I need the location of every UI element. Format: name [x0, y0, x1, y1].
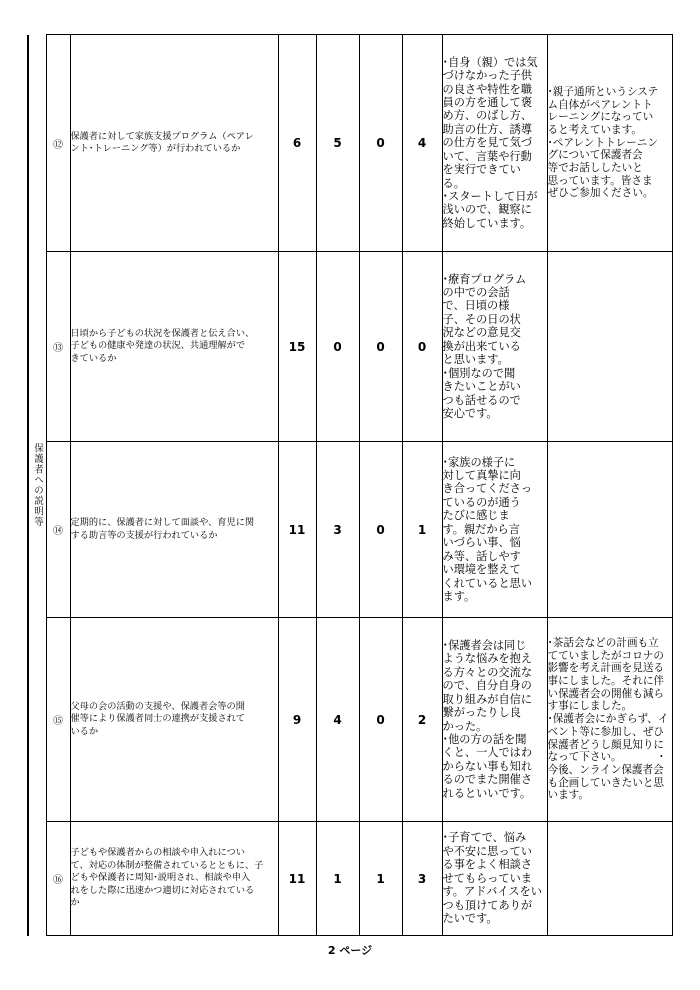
count-unknown: 3 — [402, 822, 442, 936]
text-line: する助言等の支援が行われているか — [70, 529, 218, 541]
count-unknown: 0 — [402, 252, 442, 442]
count-no: 1 — [359, 822, 402, 936]
category-label: 保護者への説明等 — [32, 443, 43, 527]
facility-response — [547, 35, 672, 252]
text-line: で、日頃の様 — [442, 299, 510, 313]
text-line: たいです。 — [442, 912, 498, 926]
text-line: 影響を考え計画を見送る — [547, 662, 665, 675]
question-number: ⑭ — [46, 442, 70, 618]
facility-response — [547, 822, 672, 936]
text-line: れるといいです。 — [442, 786, 532, 800]
text-line: ると考えています。 — [547, 123, 642, 136]
page-number: 2 ページ — [327, 944, 373, 957]
text-line: 況などの意見交 — [442, 326, 521, 340]
text-line: つも話せるので — [442, 393, 521, 407]
text-line: グについて保護者会 — [547, 149, 643, 162]
parent-comments — [442, 618, 547, 822]
text-line: い保護者会の開催も減ら — [547, 687, 665, 700]
text-line: ･保護者会にかぎらず、イ — [547, 713, 669, 726]
facility-response — [547, 252, 672, 442]
text-line: ント･トレーニング等）が行われているか — [70, 143, 241, 154]
text-line: なって下さい。 ･ — [547, 751, 665, 764]
text-line: る事をよく相談さ — [442, 858, 533, 872]
count-unknown: 4 — [402, 35, 442, 252]
question-text — [70, 35, 278, 252]
text-line: 事にしました。それに伴 — [547, 675, 665, 688]
text-line: の良さや特性を職 — [442, 82, 533, 96]
parent-comments — [442, 442, 547, 618]
text-line: 子どもや保護者からの相談や申入れについ — [70, 847, 245, 859]
question-text — [70, 618, 278, 822]
text-line: ぜひご参加ください。 — [547, 187, 654, 200]
text-line: ･親子通所というシステ — [547, 85, 659, 98]
text-line: ･保護者会は同じ — [442, 638, 527, 652]
text-line: 浅いので、観察に — [442, 203, 532, 217]
text-line: の中での会話 — [442, 286, 510, 300]
table-row — [28, 442, 672, 618]
facility-response — [547, 442, 672, 618]
text-line: いるか — [70, 725, 99, 737]
text-line: る方々との交流な — [442, 665, 533, 679]
count-somewhat: 1 — [316, 822, 359, 936]
question-number: ⑮ — [46, 618, 70, 822]
text-line: くれていると思い — [442, 576, 533, 590]
text-line: を実行できてい — [442, 163, 521, 177]
count-no: 0 — [359, 35, 402, 252]
count-somewhat: 5 — [316, 35, 359, 252]
text-line: いづらい事、悩 — [442, 536, 521, 550]
text-line: ような悩みを抱え — [442, 652, 533, 666]
text-line: るのでまた開催さ — [442, 773, 533, 787]
text-line: 終始しています。 — [442, 216, 532, 230]
text-line: 催等により保護者同士の連携が支援されて — [70, 713, 246, 725]
count-somewhat: 0 — [316, 252, 359, 442]
text-line: す事にしました。 — [547, 700, 633, 713]
table-row — [28, 35, 672, 252]
facility-response — [547, 618, 672, 822]
count-yes: 9 — [278, 618, 316, 822]
text-line: 繋がったりし良 — [442, 706, 521, 720]
text-line: 子どもの健康や発達の状況、共通理解がで — [70, 340, 246, 352]
text-line: ･自身（親）では気 — [442, 55, 538, 69]
parent-comments — [442, 822, 547, 936]
question-number: ⑫ — [46, 35, 70, 252]
text-line: せてもらっていま — [442, 871, 533, 885]
count-somewhat: 4 — [316, 618, 359, 822]
text-line: くと、一人ではわ — [442, 746, 533, 760]
text-line: 日頃から子どもの状況を保護者と伝え合い、 — [70, 327, 255, 339]
text-line: ･スタートして日が — [442, 190, 538, 204]
text-line: 助言の仕方、誘導 — [442, 122, 533, 136]
text-line: と思います。 — [442, 353, 509, 367]
text-line: 等でお話ししたいと — [547, 162, 643, 175]
parent-comments — [442, 35, 547, 252]
text-line: か — [70, 897, 80, 909]
question-text — [70, 442, 278, 618]
category-cell — [28, 35, 46, 936]
text-line: います。 — [547, 789, 590, 802]
count-unknown: 1 — [402, 442, 442, 618]
text-line: ム自体がペアレントト — [547, 98, 653, 111]
text-line: 安心です。 — [442, 406, 498, 420]
text-line: ･子育てで、悩み — [442, 831, 527, 845]
question-number: ⑬ — [46, 252, 70, 442]
text-line: からない事も知れ — [442, 759, 533, 773]
count-somewhat: 3 — [316, 442, 359, 618]
text-line: ので、自分自身の — [442, 679, 532, 693]
count-unknown: 2 — [402, 618, 442, 822]
survey-table — [27, 34, 673, 936]
text-line: ます。 — [442, 589, 476, 603]
text-line: レーニングになってい — [547, 111, 654, 124]
text-line: め方、のばし方、 — [442, 109, 533, 123]
text-line: て、対応の体制が整備されているとともに、子 — [70, 859, 264, 871]
text-line: 員の方を通して褒 — [442, 95, 533, 109]
text-line: の仕方を見て気づ — [442, 136, 533, 150]
text-line: 保護者に対して家族支援プログラム（ペアレ — [70, 130, 254, 142]
text-line: ･ペアレントトレーニン — [547, 136, 659, 149]
text-line: す。親だから言 — [442, 522, 520, 536]
text-line: も企画していきたいと思 — [547, 776, 665, 789]
text-line: す。アドバイスをい — [442, 885, 542, 899]
text-line: 取り組みが自信に — [442, 692, 533, 706]
question-text — [70, 252, 278, 442]
text-line: 対して真摯に向 — [442, 469, 521, 483]
text-line: ･家族の様子に — [442, 455, 516, 469]
text-line: つも頂けてありが — [442, 898, 533, 912]
parent-comments — [442, 252, 547, 442]
question-number: ⑯ — [46, 822, 70, 936]
text-line: ･個別なので聞 — [442, 366, 516, 380]
count-no: 0 — [359, 442, 402, 618]
text-line: いて、言葉や行動 — [442, 149, 532, 163]
count-yes: 6 — [278, 35, 316, 252]
text-line: ベント等に参加し、ぜひ — [547, 725, 665, 738]
table-row — [28, 252, 672, 442]
text-line: や不安に思ってい — [442, 844, 533, 858]
count-yes: 11 — [278, 442, 316, 618]
table-row — [28, 618, 672, 822]
text-line: 換が出来ている — [442, 339, 521, 353]
text-line: 子、その日の状 — [442, 312, 521, 326]
count-no: 0 — [359, 252, 402, 442]
question-text — [70, 822, 278, 936]
count-no: 0 — [359, 618, 402, 822]
text-line: きているか — [70, 352, 117, 364]
text-line: どもや保護者に周知･説明され、相談や申入 — [70, 872, 251, 884]
text-line: たびに感じま — [442, 509, 510, 523]
text-line: 定期的に、保護者に対して面談や、育児に関 — [70, 517, 255, 529]
table-row — [28, 822, 672, 936]
text-line: み等、話しやす — [442, 549, 521, 563]
text-line: ･茶話会などの計画も立 — [547, 636, 659, 649]
text-line: る。 — [442, 176, 465, 190]
text-line: づけなかった子供 — [442, 69, 533, 83]
count-yes: 15 — [278, 252, 316, 442]
text-line: い環境を整えて — [442, 563, 521, 577]
text-line: 思っています。皆さま — [547, 174, 653, 187]
text-line: 父母の会の活動の支援や、保護者会等の開 — [70, 700, 245, 712]
count-yes: 11 — [278, 822, 316, 936]
text-line: 保護者どうし顔見知りに — [547, 738, 665, 751]
text-line: れをした際に迅速かつ適切に対応されている — [70, 884, 255, 896]
text-line: ･療育プログラム — [442, 272, 527, 286]
text-line: きたいことがい — [442, 380, 521, 394]
text-line: ているのが通う — [442, 495, 521, 509]
text-line: かった。 — [442, 719, 488, 733]
text-line: ･他の方の話を聞 — [442, 732, 527, 746]
text-line: 今後、ンライン保護者会 — [547, 763, 664, 776]
text-line: き合ってくださっ — [442, 482, 533, 496]
text-line: てていましたがコロナの — [547, 649, 665, 662]
